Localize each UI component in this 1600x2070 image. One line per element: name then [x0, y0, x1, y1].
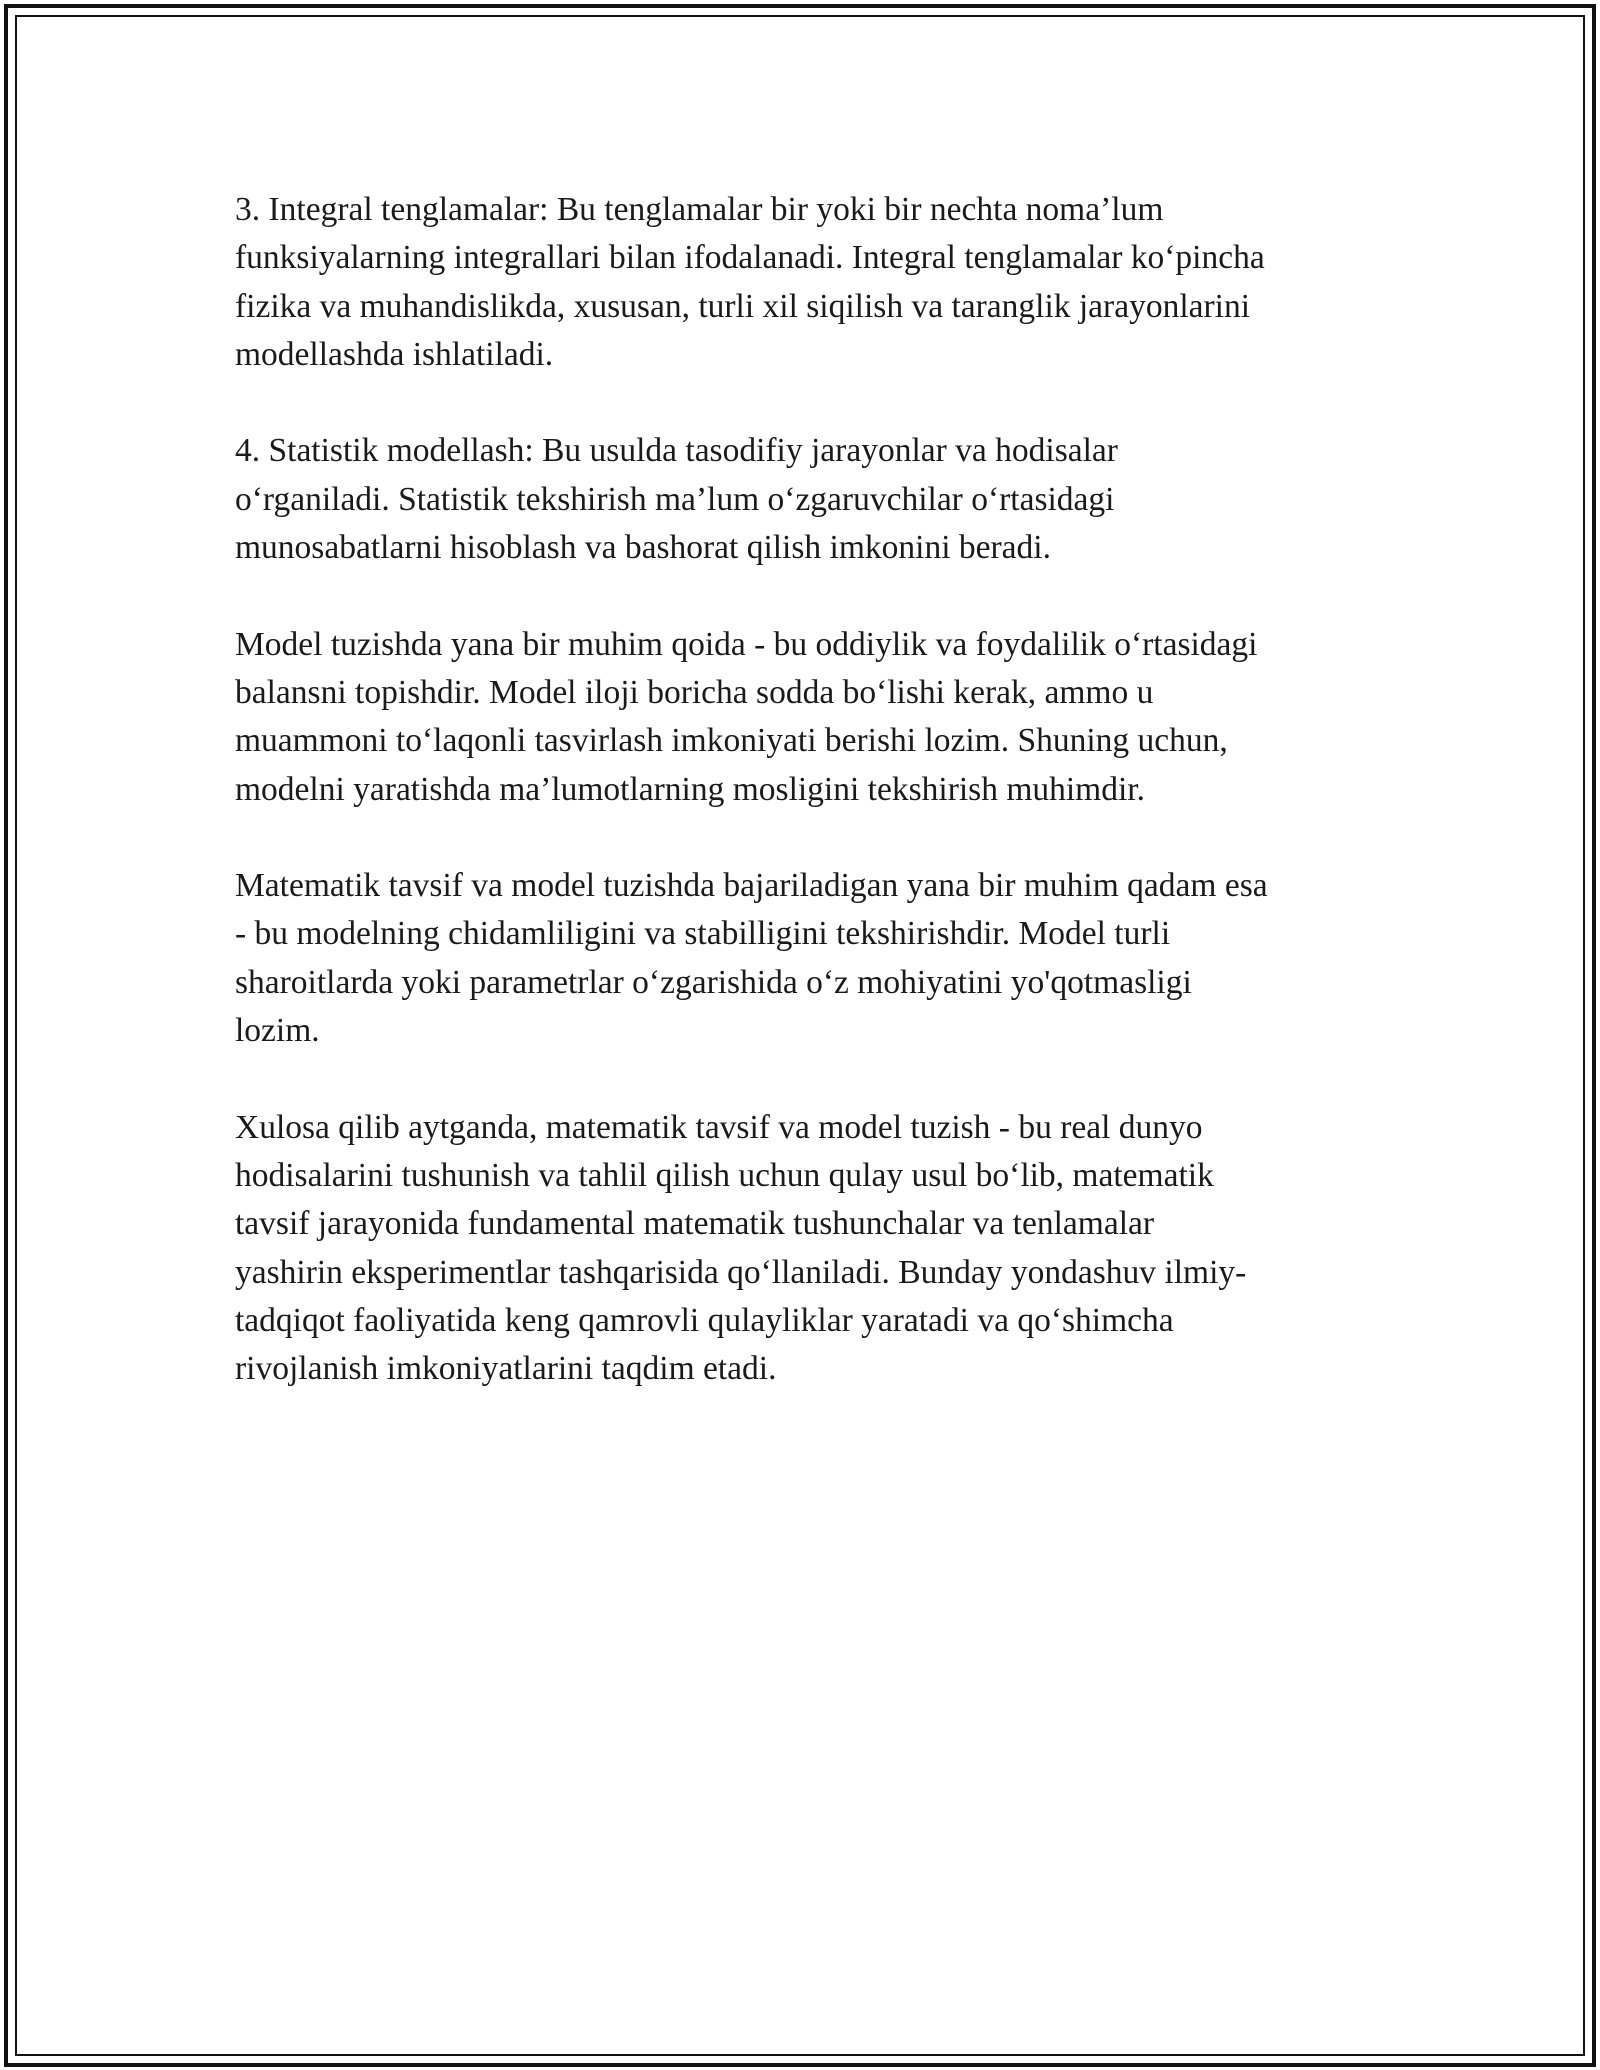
paragraph-statistical-modeling: 4. Statistik modellash: Bu usulda tasodifiy jarayonlar va hodisalar o‘rganiladi. Statistik tekshirish ma’lum o‘zgaruvchilar o‘rtasidagi munosabatlarni hisoblash va bashorat qilish imkonini beradi.: [235, 432, 1118, 567]
paragraph-simplicity-balance: Model tuzishda yana bir muhim qoida - bu oddiylik va foydalilik o‘rtasidagi balansni topishdir. Model iloji boricha sodda bo‘lishi kerak, ammo u muammoni to‘laqonli tasvirlash imkoniyati berishi lozim. Shuning uchun, modelni yaratishda ma’lumotlarning mosligini tekshirish muhimdir.: [235, 625, 1258, 808]
document-body: [235, 186, 1375, 1442]
paragraph-conclusion: Xulosa qilib aytganda, matematik tavsif va model tuzish - bu real dunyo hodisalarini tushunish va tahlil qilish uchun qulay usul bo‘lib, matematik tavsif jarayonida fundamental matematik tushunchalar va tenlamalar yashirin eksperimentlar tashqarisida qo‘llaniladi. Bunday yondashuv ilmiy- tadqiqot faoliyatida keng qamrovli qulayliklar yaratadi va qo‘shimcha rivojlanish imkoniyatlarini taqdim etadi.: [235, 1108, 1247, 1388]
paragraph-integral-equations: 3. Integral tenglamalar: Bu tenglamalar bir yoki bir nechta noma’lum funksiyalarning integrallari bilan ifodalanadi. Integral tenglamalar ko‘pincha fizika va muhandislikda, xususan, turli xil siqilish va taranglik jarayonlarini modellashda ishlatiladi.: [235, 191, 1265, 373]
paragraph-model-stability: Matematik tavsif va model tuzishda bajariladigan yana bir muhim qadam esa - bu modelning chidamliligini va stabilligini tekshirishdir. Model turli sharoitlarda yoki parametrlar o‘zgarishida o‘z mohiyatini yo'qotmasligi lozim.: [235, 867, 1268, 1050]
